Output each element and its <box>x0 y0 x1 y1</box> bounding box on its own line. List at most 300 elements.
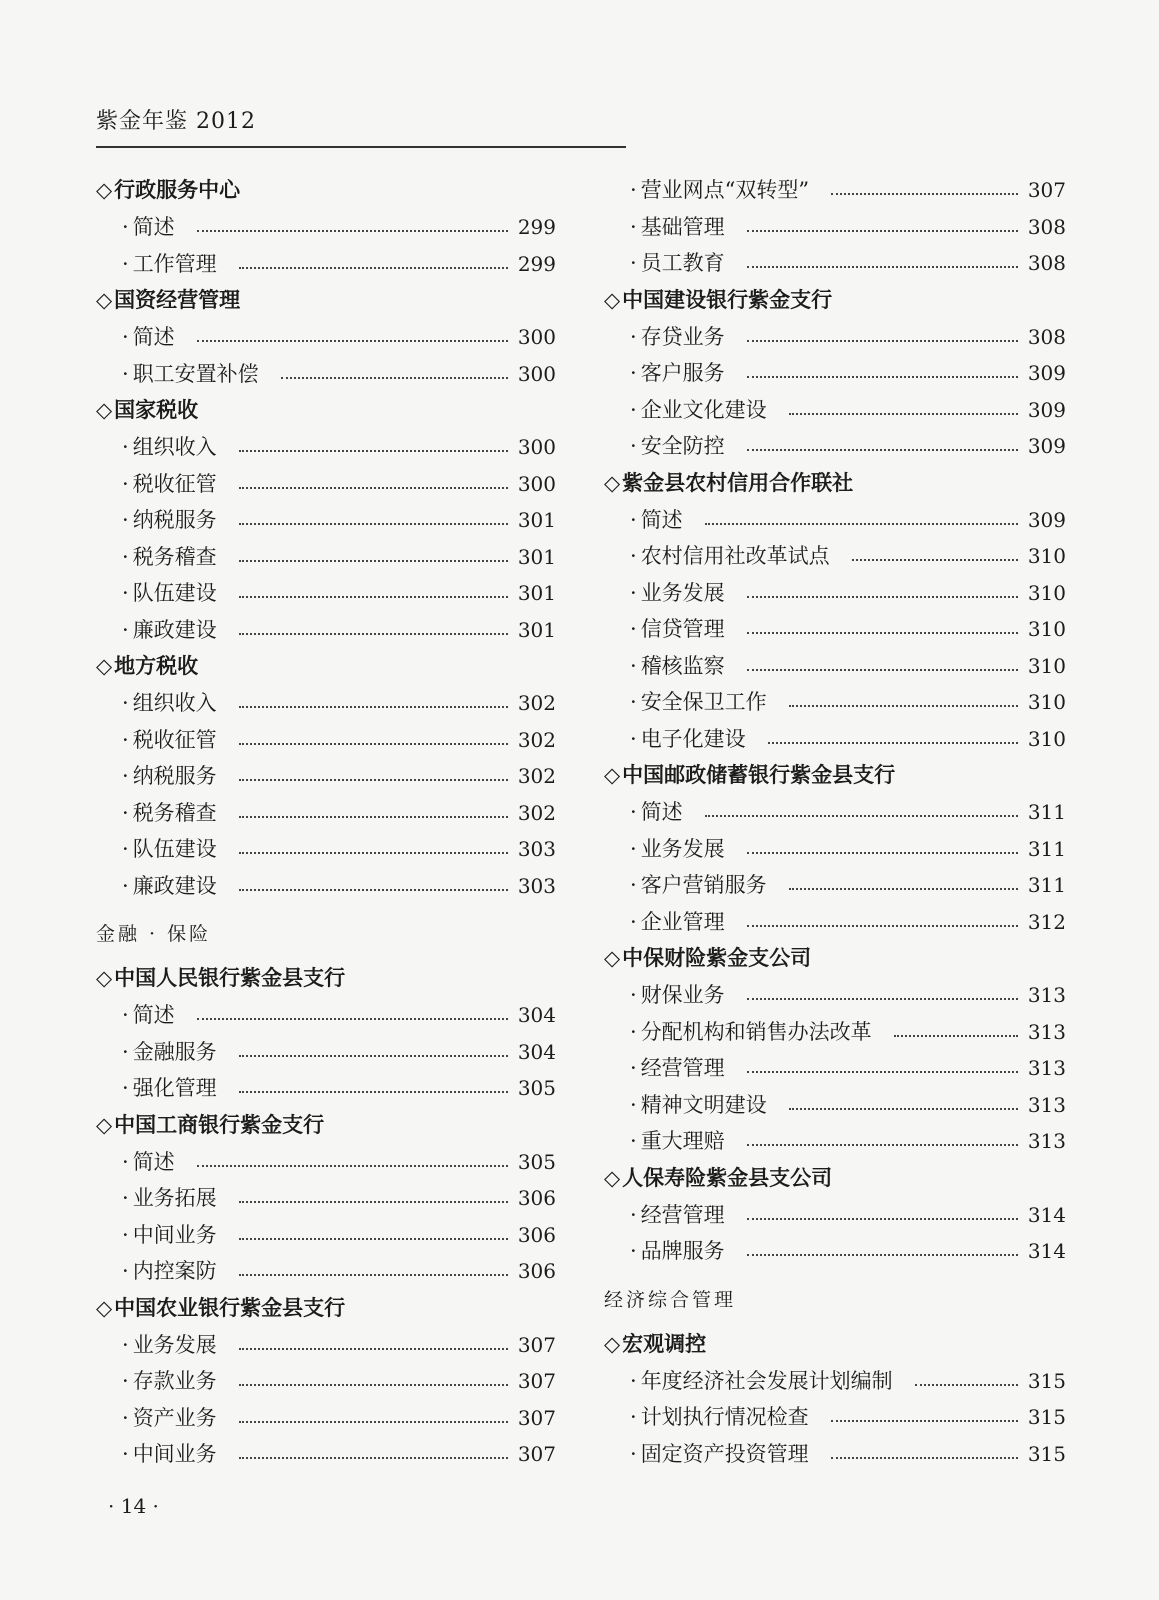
dot-leader <box>239 560 508 562</box>
bullet-icon: · <box>630 214 637 239</box>
entry-page-number: 303 <box>517 873 556 898</box>
entry-page-number: 310 <box>1027 726 1066 751</box>
bullet-icon: · <box>630 690 637 714</box>
bullet-icon: · <box>630 251 637 275</box>
entry-label: 业务发展 <box>640 580 725 605</box>
bullet-icon: · <box>122 215 129 239</box>
entry-label: 简述 <box>640 800 683 824</box>
section-title: 人保寿险紫金县支公司 <box>622 1165 833 1190</box>
bullet-icon: · <box>630 324 637 349</box>
entry-label: 财保业务 <box>640 983 725 1007</box>
toc-entry <box>96 1180 556 1217</box>
entry-page-number: 311 <box>1027 836 1066 861</box>
toc-entry <box>604 245 1066 282</box>
entry-label: 电子化建设 <box>640 726 746 751</box>
dot-leader <box>768 742 1018 744</box>
dot-leader <box>197 230 508 232</box>
toc-section-heading <box>604 757 1066 794</box>
bullet-icon: · <box>630 1405 637 1429</box>
dot-leader <box>239 706 508 708</box>
diamond-icon: ◇ <box>96 398 113 422</box>
entry-label: 计划执行情况检查 <box>640 1405 809 1429</box>
entry-label: 税务稽查 <box>132 544 217 569</box>
toc-entry <box>604 502 1066 539</box>
entry-label: 经营管理 <box>640 1056 725 1080</box>
entry-page-number: 302 <box>517 727 556 752</box>
toc-entry <box>604 1014 1066 1051</box>
bullet-icon: · <box>122 508 129 532</box>
entry-page-number: 300 <box>517 325 556 349</box>
bullet-icon: · <box>630 1239 637 1263</box>
toc-entry <box>96 1034 556 1071</box>
section-title: 中国农业银行紫金县支行 <box>114 1295 346 1320</box>
dot-leader <box>747 449 1018 451</box>
bullet-icon: · <box>122 1222 129 1247</box>
bullet-icon: · <box>122 1149 129 1174</box>
toc-entry <box>96 997 556 1034</box>
bullet-icon: · <box>122 435 129 459</box>
dot-leader <box>747 230 1018 232</box>
bullet-icon: · <box>630 1092 637 1117</box>
toc-entry <box>604 575 1066 612</box>
entry-page-number: 315 <box>1027 1368 1066 1393</box>
entry-page-number: 314 <box>1027 1202 1066 1227</box>
entry-page-number: 301 <box>517 617 556 642</box>
entry-label: 职工安置补偿 <box>132 361 259 386</box>
dot-leader <box>747 340 1018 342</box>
dot-leader <box>789 1108 1018 1110</box>
dot-leader <box>239 1091 508 1093</box>
bullet-icon: · <box>122 691 129 715</box>
entry-label: 固定资产投资管理 <box>640 1441 809 1466</box>
dot-leader <box>705 815 1018 817</box>
bullet-icon: · <box>630 653 637 678</box>
bullet-icon: · <box>630 361 637 385</box>
toc-entry <box>604 867 1066 904</box>
toc-entry <box>96 539 556 576</box>
entry-page-number: 309 <box>1027 361 1066 385</box>
entry-page-number: 302 <box>517 764 556 788</box>
toc-entry <box>96 319 556 356</box>
bullet-icon: · <box>630 544 637 568</box>
toc-entry <box>604 209 1066 246</box>
dot-leader <box>789 888 1018 890</box>
dot-leader <box>789 705 1018 707</box>
entry-label: 业务发展 <box>640 836 725 861</box>
toc-section-heading <box>96 172 556 209</box>
entry-page-number: 307 <box>517 1405 556 1430</box>
dot-leader <box>747 852 1018 854</box>
bullet-icon: · <box>122 800 129 825</box>
entry-page-number: 303 <box>517 837 556 861</box>
entry-label: 简述 <box>132 325 175 349</box>
entry-label: 简述 <box>132 1003 175 1027</box>
bullet-icon: · <box>122 1405 129 1430</box>
bullet-icon: · <box>122 325 129 349</box>
dot-leader <box>831 193 1018 195</box>
toc-entry <box>96 1253 556 1290</box>
entry-label: 工作管理 <box>132 251 217 276</box>
entry-page-number: 304 <box>517 1003 556 1027</box>
entry-label: 金融服务 <box>132 1039 217 1064</box>
toc-left-column <box>96 172 556 1473</box>
toc-entry <box>604 1233 1066 1270</box>
toc-section-heading <box>96 392 556 429</box>
entry-page-number: 307 <box>517 1442 556 1466</box>
entry-page-number: 306 <box>517 1222 556 1247</box>
entry-label: 简述 <box>132 215 175 239</box>
entry-page-number: 307 <box>517 1369 556 1393</box>
toc-entry <box>96 1327 556 1364</box>
entry-page-number: 300 <box>517 361 556 386</box>
bullet-icon: · <box>630 873 637 897</box>
entry-label: 简述 <box>640 507 683 532</box>
bullet-icon: · <box>122 727 129 752</box>
toc-entry <box>604 1087 1066 1124</box>
toc-category-heading: 金融 · 保险 <box>96 923 212 945</box>
dot-leader <box>239 1421 508 1423</box>
bullet-icon: · <box>630 617 637 641</box>
entry-page-number: 309 <box>1027 434 1066 458</box>
toc-entry <box>96 685 556 722</box>
entry-label: 稽核监察 <box>640 653 725 678</box>
toc-entry <box>96 1436 556 1473</box>
toc-entry <box>604 831 1066 868</box>
entry-label: 队伍建设 <box>132 581 217 605</box>
bullet-icon: · <box>122 544 129 569</box>
entry-label: 内控案防 <box>132 1259 217 1283</box>
dot-leader <box>789 413 1018 415</box>
bullet-icon: · <box>630 1441 637 1466</box>
entry-page-number: 310 <box>1027 653 1066 678</box>
diamond-icon: ◇ <box>96 288 113 312</box>
page-number: · 14 · <box>108 1494 159 1518</box>
bullet-icon: · <box>122 1076 129 1100</box>
entry-page-number: 305 <box>517 1149 556 1174</box>
entry-label: 简述 <box>132 1149 175 1174</box>
bullet-icon: · <box>122 581 129 605</box>
toc-entry <box>604 794 1066 831</box>
dot-leader <box>239 633 508 635</box>
dot-leader <box>239 450 508 452</box>
dot-leader <box>239 267 508 269</box>
entry-page-number: 310 <box>1027 580 1066 605</box>
section-title: 中国建设银行紫金支行 <box>622 287 833 312</box>
toc-category-heading: 经济综合管理 <box>604 1288 737 1311</box>
section-title: 地方税收 <box>114 654 199 678</box>
bullet-icon: · <box>122 1039 129 1064</box>
entry-label: 员工教育 <box>640 251 725 275</box>
diamond-icon: ◇ <box>604 470 621 495</box>
dot-leader <box>239 1274 508 1276</box>
bullet-icon: · <box>122 1186 129 1210</box>
toc-entry <box>604 977 1066 1014</box>
diamond-icon: ◇ <box>604 287 621 312</box>
dot-leader <box>747 998 1018 1000</box>
entry-page-number: 312 <box>1027 909 1066 934</box>
section-title: 紫金县农村信用合作联社 <box>622 470 854 495</box>
entry-page-number: 309 <box>1027 507 1066 532</box>
diamond-icon: ◇ <box>604 1331 621 1356</box>
entry-label: 队伍建设 <box>132 837 217 861</box>
entry-page-number: 301 <box>517 581 556 605</box>
entry-label: 农村信用社改革试点 <box>640 544 830 568</box>
entry-page-number: 313 <box>1027 1092 1066 1117</box>
entry-label: 重大理赔 <box>640 1129 725 1153</box>
entry-page-number: 311 <box>1027 873 1066 897</box>
bullet-icon: · <box>122 764 129 788</box>
diamond-icon: ◇ <box>604 763 621 787</box>
entry-page-number: 304 <box>517 1039 556 1064</box>
toc-section-heading <box>604 940 1066 977</box>
dot-leader <box>747 1144 1018 1146</box>
toc-entry <box>604 355 1066 392</box>
toc-entry <box>604 1399 1066 1436</box>
bullet-icon: · <box>630 726 637 751</box>
toc-entry <box>604 684 1066 721</box>
header-rule <box>96 146 626 148</box>
dot-leader <box>239 523 508 525</box>
dot-leader <box>239 487 508 489</box>
dot-leader <box>747 669 1018 671</box>
toc-section-heading <box>96 1107 556 1144</box>
dot-leader <box>239 1055 508 1057</box>
toc-entry <box>96 1217 556 1254</box>
toc-entry <box>96 612 556 649</box>
toc-entry <box>96 502 556 539</box>
dot-leader <box>239 816 508 818</box>
toc-entry <box>604 538 1066 575</box>
dot-leader <box>894 1035 1018 1037</box>
entry-page-number: 301 <box>517 544 556 569</box>
entry-page-number: 306 <box>517 1186 556 1210</box>
toc-section-heading <box>96 282 556 319</box>
entry-page-number: 308 <box>1027 251 1066 275</box>
entry-label: 组织收入 <box>132 435 217 459</box>
section-title: 中国人民银行紫金县支行 <box>114 966 346 990</box>
entry-label: 分配机构和销售办法改革 <box>640 1019 872 1044</box>
entry-label: 安全保卫工作 <box>640 690 767 714</box>
toc-section-heading <box>604 1326 1066 1363</box>
entry-page-number: 301 <box>517 508 556 532</box>
dot-leader <box>197 340 508 342</box>
bullet-icon: · <box>122 251 129 276</box>
entry-label: 税收征管 <box>132 471 217 496</box>
dot-leader <box>831 1457 1018 1459</box>
toc-entry <box>604 1363 1066 1400</box>
dot-leader <box>747 1071 1018 1073</box>
dot-leader <box>747 925 1018 927</box>
dot-leader <box>239 743 508 745</box>
section-title: 国资经营管理 <box>114 288 241 312</box>
entry-label: 廉政建设 <box>132 617 217 642</box>
entry-page-number: 302 <box>517 691 556 715</box>
bullet-icon: · <box>630 1368 637 1393</box>
dot-leader <box>831 1420 1018 1422</box>
entry-label: 中间业务 <box>132 1442 217 1466</box>
entry-label: 中间业务 <box>132 1222 217 1247</box>
entry-page-number: 310 <box>1027 690 1066 714</box>
dot-leader <box>239 889 508 891</box>
entry-label: 税务稽查 <box>132 800 217 825</box>
toc-section-heading <box>96 960 556 997</box>
toc-entry <box>604 1123 1066 1160</box>
section-title: 中保财险紫金支公司 <box>622 946 812 970</box>
entry-label: 企业管理 <box>640 909 725 934</box>
entry-page-number: 309 <box>1027 397 1066 422</box>
entry-page-number: 313 <box>1027 1019 1066 1044</box>
entry-label: 年度经济社会发展计划编制 <box>640 1368 893 1393</box>
bullet-icon: · <box>630 397 637 422</box>
entry-page-number: 310 <box>1027 617 1066 641</box>
bullet-icon: · <box>122 617 129 642</box>
bullet-icon: · <box>122 873 129 898</box>
toc-entry <box>96 795 556 832</box>
bullet-icon: · <box>630 983 637 1007</box>
toc-entry <box>96 1070 556 1107</box>
toc-entry <box>96 722 556 759</box>
bullet-icon: · <box>122 361 129 386</box>
toc-entry <box>96 466 556 503</box>
entry-label: 组织收入 <box>132 691 217 715</box>
section-title: 中国工商银行紫金支行 <box>114 1112 325 1137</box>
toc-entry <box>96 1400 556 1437</box>
diamond-icon: ◇ <box>96 966 113 990</box>
entry-page-number: 310 <box>1027 544 1066 568</box>
entry-label: 基础管理 <box>640 214 725 239</box>
entry-page-number: 311 <box>1027 800 1066 824</box>
dot-leader <box>239 1348 508 1350</box>
entry-label: 品牌服务 <box>640 1239 725 1263</box>
bullet-icon: · <box>630 507 637 532</box>
dot-leader <box>747 266 1018 268</box>
entry-page-number: 307 <box>1027 178 1066 202</box>
entry-page-number: 302 <box>517 800 556 825</box>
entry-page-number: 299 <box>517 215 556 239</box>
entry-label: 纳税服务 <box>132 764 217 788</box>
bullet-icon: · <box>630 909 637 934</box>
toc-entry <box>96 831 556 868</box>
section-title: 行政服务中心 <box>114 178 241 202</box>
toc-entry <box>604 721 1066 758</box>
toc-section-heading <box>96 1290 556 1327</box>
dot-leader <box>747 1254 1018 1256</box>
entry-label: 信贷管理 <box>640 617 725 641</box>
dot-leader <box>747 376 1018 378</box>
dot-leader <box>239 779 508 781</box>
entry-page-number: 300 <box>517 435 556 459</box>
toc-entry <box>96 1363 556 1400</box>
entry-label: 企业文化建设 <box>640 397 767 422</box>
diamond-icon: ◇ <box>604 946 621 970</box>
toc-entry <box>604 648 1066 685</box>
bullet-icon: · <box>122 1003 129 1027</box>
bullet-icon: · <box>630 1056 637 1080</box>
entry-page-number: 306 <box>517 1259 556 1283</box>
toc-section-heading <box>96 648 556 685</box>
entry-page-number: 307 <box>517 1332 556 1357</box>
toc-entry <box>604 1436 1066 1473</box>
toc-entry <box>604 319 1066 356</box>
dot-leader <box>915 1384 1018 1386</box>
diamond-icon: ◇ <box>96 178 113 202</box>
dot-leader <box>852 559 1018 561</box>
dot-leader <box>705 523 1018 525</box>
dot-leader <box>197 1165 508 1167</box>
dot-leader <box>239 852 508 854</box>
bullet-icon: · <box>122 1442 129 1466</box>
toc-entry <box>604 611 1066 648</box>
bullet-icon: · <box>630 800 637 824</box>
bullet-icon: · <box>122 1332 129 1357</box>
entry-page-number: 308 <box>1027 214 1066 239</box>
bullet-icon: · <box>630 178 637 202</box>
entry-label: 客户服务 <box>640 361 725 385</box>
entry-label: 精神文明建设 <box>640 1092 767 1117</box>
entry-label: 存贷业务 <box>640 324 725 349</box>
toc-entry <box>96 246 556 283</box>
dot-leader <box>281 377 508 379</box>
entry-page-number: 313 <box>1027 1129 1066 1153</box>
entry-page-number: 313 <box>1027 983 1066 1007</box>
entry-label: 业务发展 <box>132 1332 217 1357</box>
dot-leader <box>747 632 1018 634</box>
entry-label: 营业网点“双转型” <box>640 178 810 202</box>
toc-right-column <box>604 172 1066 1472</box>
section-title: 中国邮政储蓄银行紫金县支行 <box>622 763 896 787</box>
entry-label: 强化管理 <box>132 1076 217 1100</box>
bullet-icon: · <box>122 471 129 496</box>
toc-entry <box>96 429 556 466</box>
bullet-icon: · <box>122 1369 129 1393</box>
dot-leader <box>239 1201 508 1203</box>
bullet-icon: · <box>630 836 637 861</box>
toc-entry <box>96 356 556 393</box>
dot-leader <box>239 1238 508 1240</box>
bullet-icon: · <box>630 1202 637 1227</box>
entry-page-number: 313 <box>1027 1056 1066 1080</box>
entry-label: 廉政建设 <box>132 873 217 898</box>
entry-label: 经营管理 <box>640 1202 725 1227</box>
bullet-icon: · <box>630 1019 637 1044</box>
entry-page-number: 314 <box>1027 1239 1066 1263</box>
bullet-icon: · <box>630 1129 637 1153</box>
dot-leader <box>747 1218 1018 1220</box>
dot-leader <box>239 596 508 598</box>
bullet-icon: · <box>630 580 637 605</box>
toc-entry <box>604 392 1066 429</box>
bullet-icon: · <box>122 1259 129 1283</box>
entry-label: 安全防控 <box>640 434 725 458</box>
entry-page-number: 300 <box>517 471 556 496</box>
toc-section-heading <box>604 282 1066 319</box>
diamond-icon: ◇ <box>604 1165 621 1190</box>
diamond-icon: ◇ <box>96 654 113 678</box>
toc-section-heading <box>604 465 1066 502</box>
dot-leader <box>239 1457 508 1459</box>
bullet-icon: · <box>122 837 129 861</box>
entry-page-number: 308 <box>1027 324 1066 349</box>
entry-page-number: 299 <box>517 251 556 276</box>
entry-label: 税收征管 <box>132 727 217 752</box>
diamond-icon: ◇ <box>96 1112 113 1137</box>
entry-page-number: 305 <box>517 1076 556 1100</box>
section-title: 国家税收 <box>114 398 199 422</box>
toc-entry <box>604 904 1066 941</box>
toc-entry <box>96 758 556 795</box>
section-title: 宏观调控 <box>622 1331 707 1356</box>
bullet-icon: · <box>630 434 637 458</box>
